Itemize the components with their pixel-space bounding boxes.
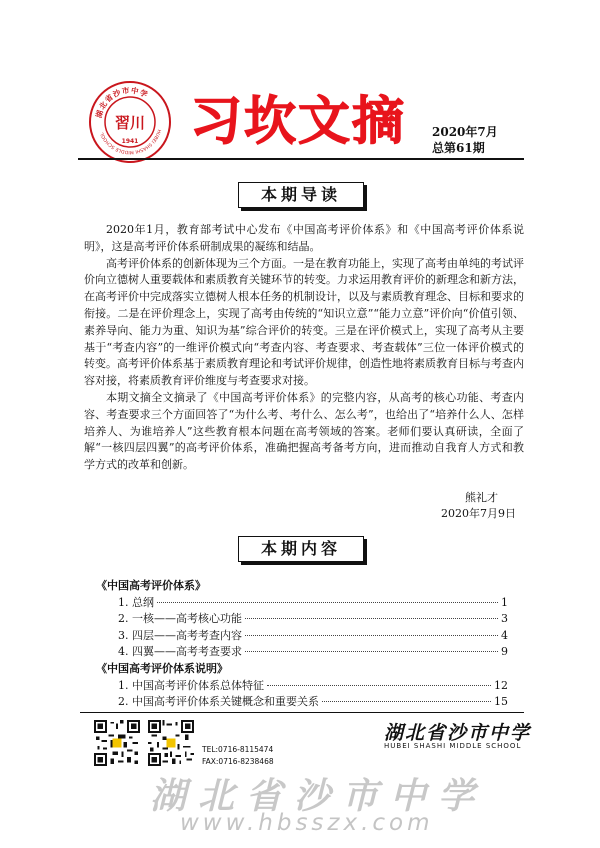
toc-entry[interactable]: [96, 611, 508, 628]
guide-signature-block: [84, 490, 516, 522]
logo-emblem-text: 習川: [114, 114, 146, 132]
watermark-school: 湖北省沙市中学: [150, 775, 487, 817]
toc-entry[interactable]: [96, 678, 508, 695]
toc-leader: [157, 602, 498, 603]
footer-school-name: 湖北省沙市中学: [384, 722, 532, 744]
toc-heading: 《中国高考评价体系说明》: [96, 661, 228, 675]
toc-entry-page: 1: [501, 595, 508, 609]
issue-info: [432, 124, 498, 156]
qr-code-icon[interactable]: [94, 720, 140, 766]
contact-tel: TEL:0716-8115474: [202, 745, 274, 754]
toc-entry-page: 9: [501, 645, 508, 659]
toc-entry-label: 2. 中国高考评价体系关键概念和重要关系: [118, 695, 319, 709]
guide-section-title: 本期导读: [238, 182, 364, 208]
toc-leader: [267, 685, 491, 686]
footer-divider: [80, 712, 524, 713]
contact-info: [202, 744, 274, 768]
logo-school-en: HUBEI SHASHI MIDDLE SCHOOL: [100, 128, 162, 155]
issue-number: 总第61期: [432, 141, 485, 155]
toc-entry-label: 3. 四层——高考考查内容: [118, 628, 242, 642]
toc-entry[interactable]: [96, 628, 508, 645]
toc-entry[interactable]: [96, 644, 508, 661]
toc-entry-page: 12: [494, 678, 508, 692]
toc-entry-label: 2. 一核——高考核心功能: [118, 612, 242, 626]
toc-entry-label: 4. 四翼——高考考查要求: [118, 645, 242, 659]
issue-date: 2020年7月: [432, 125, 498, 139]
toc-leader: [245, 651, 498, 652]
toc-entry-label: 1. 总纲: [118, 595, 154, 609]
toc-entry-page: 15: [494, 695, 508, 709]
toc-leader: [245, 618, 498, 619]
watermark-url: www.hbsszx.com: [180, 810, 434, 836]
school-logo-icon: [88, 80, 172, 164]
toc-leader: [322, 701, 491, 702]
guide-paragraph: 本期文摘全文摘录了《中国高考评价体系》的完整内容，从高考的核心功能、考查内容、考查要求三个方面回答了“为什么考、考什么、怎么考”，也给出了“培养什么人、怎样培养人、为谁培养人”这些教育根本问题在高考领域的答案。老师们要认真研读，全面了解“一核四层四翼”的高考评价体系，准确把握高考备考方向，进而推动自我育人方式和教学方式的改革和创新。: [84, 390, 524, 472]
toc-entry-label: 1. 中国高考评价体系总体特征: [118, 678, 264, 692]
guide-body: [84, 222, 524, 474]
toc-entry[interactable]: [96, 595, 508, 612]
logo-year: 1941: [121, 138, 139, 145]
table-of-contents: [96, 578, 508, 711]
signature-name: 熊礼才: [465, 491, 498, 504]
header-divider: [78, 158, 524, 160]
toc-heading: 《中国高考评价体系》: [96, 579, 206, 592]
contact-fax: FAX:0716-8238468: [202, 757, 274, 766]
logo-school-cn: 湖北省沙市中学: [94, 85, 150, 119]
footer-school-name-en: HUBEI SHASHI MIDDLE SCHOOL: [384, 742, 522, 750]
toc-entry-page: 3: [501, 612, 508, 626]
signature-date: 2020年7月9日: [441, 507, 516, 520]
guide-paragraph: 2020年1月，教育部考试中心发布《中国高考评价体系》和《中国高考评价体系说明》，这是高考评价体系研制成果的凝练和结晶。: [84, 223, 524, 253]
toc-entry[interactable]: [96, 694, 508, 711]
masthead-title: 习坎文摘: [190, 92, 407, 152]
toc-leader: [245, 635, 498, 636]
contents-section-title: 本期内容: [238, 536, 364, 562]
toc-entry-page: 4: [501, 628, 508, 642]
guide-paragraph: 高考评价体系的创新体现为三个方面。一是在教育功能上，实现了高考由单纯的考试评价向立德树人重要载体和素质教育关键环节的转变。力求运用教育评价的新理念和新方法，在高考评价中完成落实立德树人根本任务的机制设计，以及与素质教育理念、目标和要求的衔接。二是在评价理念上，实现了高考由传统的“知识立意”“能力立意”评价向“价值引领、素养导向、能力为重、知识为基”综合评价的转变。三是在评价模式上，实现了高考从主要基于“考查内容”的一维评价模式向“考查内容、考查要求、考查载体”三位一体评价模式的转变。高考评价体系基于素质教育理论和考试评价规律，创造性地将素质教育目标与考查内容对接，将素质教育评价维度与考查要求对接。: [84, 256, 524, 388]
qr-code-icon[interactable]: [148, 720, 194, 766]
